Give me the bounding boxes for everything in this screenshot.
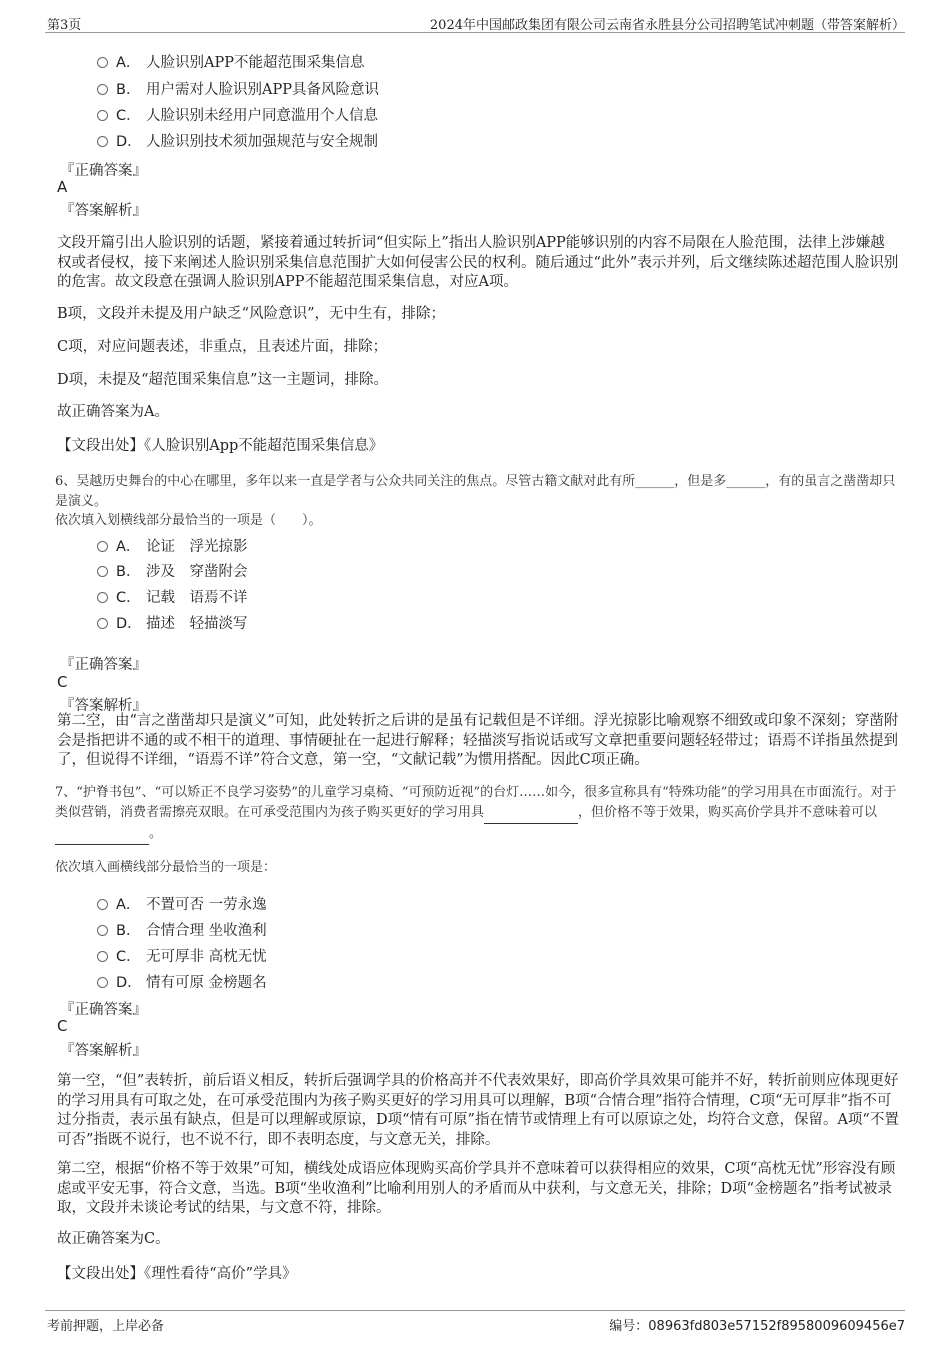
radio-icon[interactable] — [97, 592, 108, 603]
q6-blank-1: ______ — [635, 474, 675, 489]
q5-option-b[interactable]: B． 用户需对人脸识别APP具备风险意识 — [97, 78, 379, 99]
q7-option-d[interactable]: D． 情有可原 金榜题名 — [97, 971, 267, 992]
q5-source: 【文段出处】《人脸识别App不能超范围采集信息》 — [57, 438, 384, 454]
q5-option-d[interactable]: D． 人脸识别技术须加强规范与安全规制 — [97, 130, 378, 151]
page-footer — [45, 1310, 905, 1333]
q7-analysis-blank2: 第二空，根据“价格不等于效果”可知，横线处成语应体现购买高价学具并不意味着可以获得相应的效果，C项“高枕无忧”形容没有顾虑或平安无事，符合文意，当选。B项“坐收渔利”比喻利用别人的矛盾而从中获利，与文意无关，排除；D项“金榜题名”指考试被录取，文段并未谈论考试的结果，与文意不符，排除。 — [57, 1161, 896, 1216]
document-code: 编号：08963fd803e57152f8958009609456e7 — [609, 1319, 905, 1334]
q6-answer: C — [57, 673, 68, 691]
q6-answer-label: 『正确答案』 — [60, 657, 147, 673]
q7-analysis-label: 『答案解析』 — [60, 1043, 147, 1059]
q7-option-a[interactable]: A． 不置可否 一劳永逸 — [97, 893, 267, 914]
q6-option-d[interactable]: D． 描述 轻描淡写 — [97, 612, 248, 633]
q5-option-c[interactable]: C． 人脸识别未经用户同意滥用个人信息 — [97, 104, 378, 125]
radio-icon[interactable] — [97, 84, 108, 95]
q7-analysis-blank1: 第一空，“但”表转折，前后语义相反，转折后强调学具的价格高并不代表效果好，即高价学具效果可能并不好，转折前则应体现更好的学习用具有可取之处，在可承受范围内为孩子购买更好的学习用具可以理解，B项“合情合理”指符合情理，C项“无可厚非”指不可过分指责，表示虽有缺点，但是可以理解或原谅，D项“情有可原”指在情节或情理上有可以原谅之处，均符合文意，保留。A项“不置可否”指既不说行，也不说不行，即不表明态度，与文意无关，排除。 — [57, 1073, 899, 1148]
q7-conclusion: 故正确答案为C。 — [57, 1231, 170, 1247]
q7-source: 【文段出处】《理性看待“高价”学具》 — [57, 1266, 297, 1282]
footer-slogan: 考前押题，上岸必备 — [47, 1319, 165, 1334]
q5-answer-label: 『正确答案』 — [60, 163, 147, 179]
radio-icon[interactable] — [97, 951, 108, 962]
q5-analysis-b: B项，文段并未提及用户缺乏“风险意识”，无中生有，排除； — [57, 306, 445, 322]
radio-icon[interactable] — [97, 110, 108, 121]
radio-icon[interactable] — [97, 977, 108, 988]
radio-icon[interactable] — [97, 899, 108, 910]
document-title: 2024年中国邮政集团有限公司云南省永胜县分公司招聘笔试冲刺题（带答案解析） — [429, 18, 905, 33]
q7-blank-2 — [55, 824, 149, 845]
q6-option-c[interactable]: C． 记载 语焉不详 — [97, 586, 248, 607]
q5-analysis-para: 文段开篇引出人脸识别的话题，紧接着通过转折词“但实际上”指出人脸识别APP能够识别的内容不局限在人脸范围，法律上涉嫌越权或者侵权，接下来阐述人脸识别采集信息范围扩大如何侵害公民的权利。随后通过“此外”表示并列，后文继续陈述超范围人脸识别的危害。故文段意在强调人脸识别APP不能超范围采集信息，对应A项。 — [57, 235, 899, 290]
radio-icon[interactable] — [97, 541, 108, 552]
radio-icon[interactable] — [97, 136, 108, 147]
q5-answer: A — [57, 178, 68, 196]
radio-icon[interactable] — [97, 57, 108, 68]
q7-prompt: 依次填入画横线部分最恰当的一项是： — [55, 860, 277, 875]
q6-analysis: 第二空，由“言之凿凿却只是演义”可知，此处转折之后讲的是虽有记载但是不详细。浮光掠影比喻观察不细致或印象不深刻；穿凿附会是指把讲不通的或不相干的道理、事情硬扯在一起进行解释；轻描淡写指说话或写文章把重要问题轻轻带过；语焉不详指虽然提到了，但说得不详细，“语焉不详”符合文意，第一空，“文献记载”为惯用搭配。因此C项正确。 — [57, 713, 899, 768]
page-number: 第3页 — [47, 18, 82, 33]
q5-analysis-d: D项，未提及“超范围采集信息”这一主题词，排除。 — [57, 372, 388, 388]
q7-blank-1 — [484, 803, 578, 824]
q7-option-c[interactable]: C． 无可厚非 高枕无忧 — [97, 945, 267, 966]
q6-option-a[interactable]: A． 论证 浮光掠影 — [97, 535, 248, 556]
page-header — [45, 12, 905, 33]
radio-icon[interactable] — [97, 925, 108, 936]
q6-blank-2: ______ — [726, 474, 766, 489]
q7-stem: 7、“护脊书包”、“可以矫正不良学习姿势”的儿童学习桌椅、“可预防近视”的台灯……如今，很多宣称具有“特殊功能”的学习用具在市面流行。对于类似营销，消费者需擦亮双眼。在可承受范围内为孩子购买更好的学习用具 ，但价格不等于效果，购买高价学具并不意味着可以 。 — [55, 783, 901, 845]
q6-prompt: 依次填入划横线部分最恰当的一项是（ ）。 — [55, 513, 322, 528]
radio-icon[interactable] — [97, 618, 108, 629]
q6-option-b[interactable]: B． 涉及 穿凿附会 — [97, 560, 248, 581]
q6-analysis-label: 『答案解析』 — [60, 698, 147, 714]
radio-icon[interactable] — [97, 566, 108, 577]
q6-stem: 6、吴越历史舞台的中心在哪里，多年以来一直是学者与公众共同关注的焦点。尽管古籍文献对此有所______，但是多______，有的虽言之凿凿却只是演义。 — [55, 474, 896, 509]
q7-option-b[interactable]: B． 合情合理 坐收渔利 — [97, 919, 267, 940]
q7-answer-label: 『正确答案』 — [60, 1002, 147, 1018]
q7-answer: C — [57, 1017, 68, 1035]
q5-analysis-c: C项，对应问题表述，非重点，且表述片面，排除； — [57, 339, 388, 355]
q5-option-a[interactable]: A． 人脸识别APP不能超范围采集信息 — [97, 51, 364, 72]
q5-conclusion: 故正确答案为A。 — [57, 404, 169, 420]
q5-analysis-label: 『答案解析』 — [60, 203, 147, 219]
